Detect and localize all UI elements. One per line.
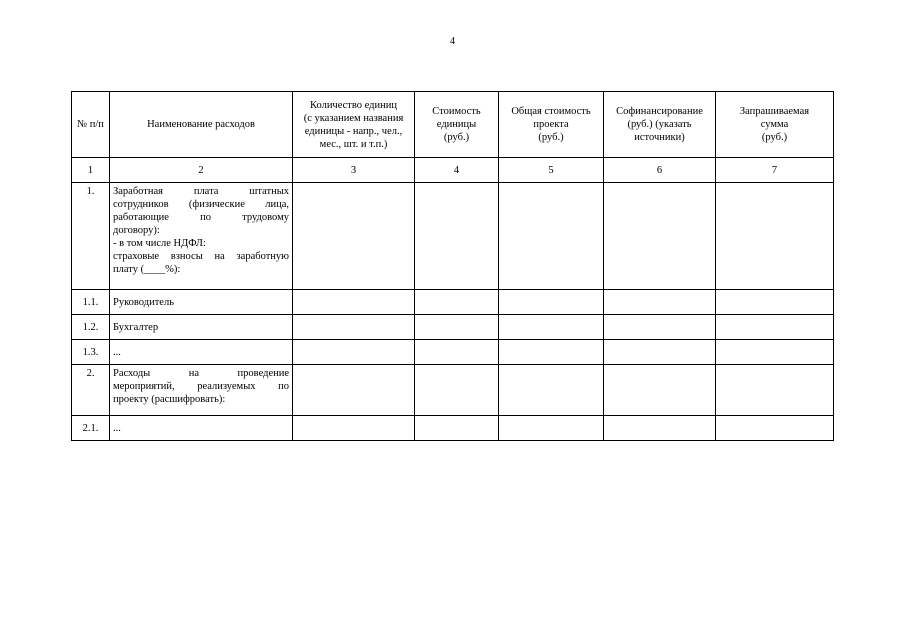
row-number: 2.1.: [72, 416, 110, 441]
row-expense-name: Руководитель: [110, 290, 293, 315]
column-number: 4: [415, 158, 499, 183]
page-number: 4: [450, 36, 455, 47]
total-cost-cell[interactable]: [499, 290, 604, 315]
unit-cost-cell[interactable]: [415, 315, 499, 340]
column-number-row: [72, 158, 834, 183]
header-cofinancing-line: Софинансирование: [616, 106, 703, 117]
table-row: [72, 340, 834, 365]
cofinancing-cell[interactable]: [604, 290, 716, 315]
total-cost-cell[interactable]: [499, 340, 604, 365]
expense-name-line: страховые взносы на заработную: [113, 251, 289, 262]
row-expense-name: [110, 183, 293, 290]
cofinancing-cell[interactable]: [604, 340, 716, 365]
column-number: 3: [293, 158, 415, 183]
row-expense-name: [110, 365, 293, 416]
row-number: 1.: [72, 183, 110, 290]
header-expense-name: Наименование расходов: [110, 92, 293, 158]
column-number: 1: [72, 158, 110, 183]
header-unit-cost-line: единицы: [436, 119, 477, 130]
header-unit-cost: [415, 92, 499, 158]
header-requested-sum-line: Запрашиваемая: [739, 106, 810, 117]
row-expense-name: Бухгалтер: [110, 315, 293, 340]
expense-name-line: Расходы на проведение: [113, 368, 289, 379]
row-number: 1.3.: [72, 340, 110, 365]
expense-name-line: работающие по трудовому: [113, 212, 289, 223]
cofinancing-cell[interactable]: [604, 365, 716, 416]
header-unit-count-line: Количество единиц: [309, 99, 397, 111]
header-requested-sum-line: (руб.): [761, 132, 788, 143]
expense-name-line: Заработная плата штатных: [113, 186, 289, 197]
unit-count-cell[interactable]: [293, 290, 415, 315]
requested-sum-cell[interactable]: [716, 183, 834, 290]
unit-count-cell[interactable]: [293, 315, 415, 340]
total-cost-cell[interactable]: [499, 315, 604, 340]
unit-count-cell[interactable]: [293, 365, 415, 416]
cofinancing-cell[interactable]: [604, 315, 716, 340]
header-row: [72, 92, 834, 158]
row-expense-name: ...: [110, 416, 293, 441]
header-unit-count-line: (с указанием названия: [303, 112, 404, 124]
unit-count-cell[interactable]: [293, 183, 415, 290]
column-number: 5: [499, 158, 604, 183]
row-expense-name: ...: [110, 340, 293, 365]
expense-name-line: проекту (расшифровать):: [113, 394, 226, 405]
header-requested-sum-line: сумма: [760, 119, 789, 130]
column-number: 7: [716, 158, 834, 183]
header-cofinancing-line: (руб.) (указать: [627, 119, 692, 130]
total-cost-cell[interactable]: [499, 416, 604, 441]
table-row: [72, 290, 834, 315]
requested-sum-cell[interactable]: [716, 315, 834, 340]
unit-cost-cell[interactable]: [415, 340, 499, 365]
header-unit-count: [293, 92, 415, 158]
header-unit-count-line: единицы - напр., чел.,: [304, 125, 403, 137]
table-row: [72, 365, 834, 416]
requested-sum-cell[interactable]: [716, 416, 834, 441]
header-number: № п/п: [72, 92, 110, 158]
unit-cost-cell[interactable]: [415, 290, 499, 315]
row-number: 2.: [72, 365, 110, 416]
header-unit-cost-line: Стоимость: [432, 106, 481, 117]
header-total-cost-line: Общая стоимость: [511, 106, 591, 117]
total-cost-cell[interactable]: [499, 183, 604, 290]
expense-name-line: - в том числе НДФЛ:: [113, 238, 206, 249]
header-requested-sum: [716, 92, 834, 158]
unit-count-cell[interactable]: [293, 340, 415, 365]
unit-cost-cell[interactable]: [415, 183, 499, 290]
header-total-cost-line: проекта: [533, 119, 569, 130]
cofinancing-cell[interactable]: [604, 183, 716, 290]
unit-count-cell[interactable]: [293, 416, 415, 441]
header-cofinancing-line: источники): [634, 132, 685, 143]
requested-sum-cell[interactable]: [716, 340, 834, 365]
header-total-cost: [499, 92, 604, 158]
column-number: 6: [604, 158, 716, 183]
budget-table: [71, 91, 834, 441]
total-cost-cell[interactable]: [499, 365, 604, 416]
header-total-cost-line: (руб.): [538, 132, 564, 143]
table-row: [72, 183, 834, 290]
cofinancing-cell[interactable]: [604, 416, 716, 441]
header-unit-cost-line: (руб.): [443, 132, 470, 143]
table-row: [72, 416, 834, 441]
row-number: 1.2.: [72, 315, 110, 340]
expense-name-line: сотрудников (физические лица,: [113, 199, 289, 210]
row-number: 1.1.: [72, 290, 110, 315]
header-unit-count-line: мес., шт. и т.п.): [319, 138, 388, 150]
requested-sum-cell[interactable]: [716, 290, 834, 315]
expense-name-line: договору):: [113, 225, 160, 236]
table-row: [72, 315, 834, 340]
column-number: 2: [110, 158, 293, 183]
expense-name-line: плату (____%):: [113, 264, 181, 275]
unit-cost-cell[interactable]: [415, 365, 499, 416]
header-cofinancing: [604, 92, 716, 158]
expense-name-line: мероприятий, реализуемых по: [113, 381, 289, 392]
unit-cost-cell[interactable]: [415, 416, 499, 441]
requested-sum-cell[interactable]: [716, 365, 834, 416]
